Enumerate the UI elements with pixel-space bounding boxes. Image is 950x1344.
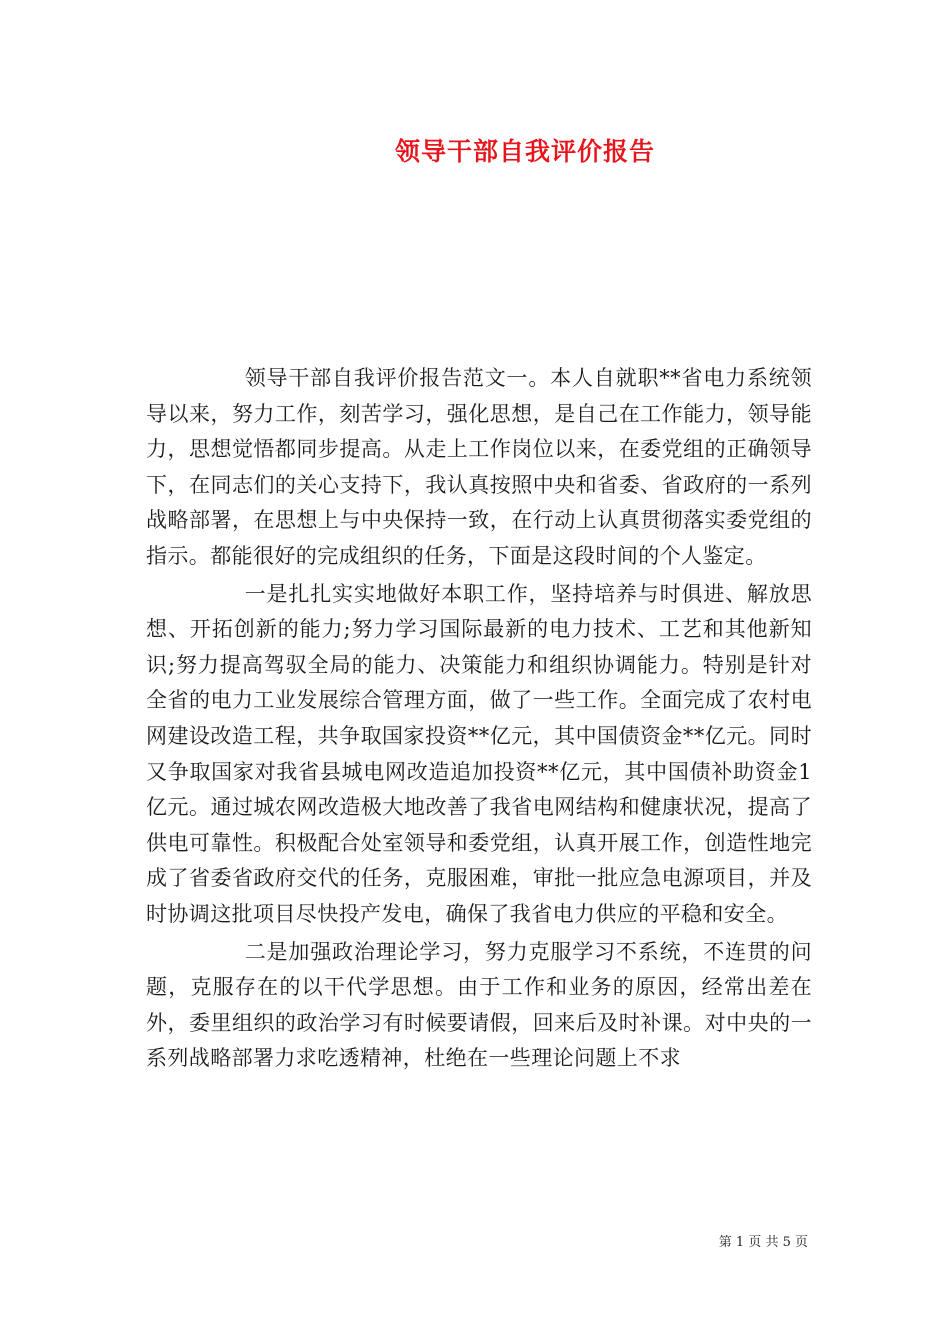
paragraph-3: 二是加强政治理论学习，努力克服学习不系统，不连贯的问题，克服存在的以干代学思想。由于工作和业务的原因，经常出差在外，委里组织的政治学习有时候要请假，回来后及时补课。对中央的一系列战略部署力求吃透精神，杜绝在一些理论问题上不求 bbox=[146, 939, 812, 1071]
document-body bbox=[146, 361, 812, 1079]
page-number-footer: 第 1 页 共 5 页 bbox=[718, 1235, 808, 1250]
paragraph-2: 一是扎扎实实地做好本职工作，坚持培养与时俱进、解放思想、开拓创新的能力;努力学习国际最新的电力技术、工艺和其他新知识;努力提高驾驭全局的能力、决策能力和组织协调能力。特别是针对全省的电力工业发展综合管理方面，做了一些工作。全面完成了农村电网建设改造工程，共争取国家投资**亿元，其中国债资金**亿元。同时又争取国家对我省县城电网改造追加投资**亿元，其中国债补助资金1亿元。通过城农网改造极大地改善了我省电网结构和健康状况，提高了供电可靠性。积极配合处室领导和委党组，认真开展工作，创造性地完成了省委省政府交代的任务，克服困难，审批一批应急电源项目，并及时协调这批项目尽快投产发电，确保了我省电力供应的平稳和安全。 bbox=[146, 581, 812, 926]
paragraph-1: 领导干部自我评价报告范文一。本人自就职**省电力系统领导以来，努力工作，刻苦学习，强化思想，是自己在工作能力，领导能力，思想觉悟都同步提高。从走上工作岗位以来，在委党组的正确领导下，在同志们的关心支持下，我认真按照中央和省委、省政府的一系列战略部署，在思想上与中央保持一致，在行动上认真贯彻落实委党组的指示。都能很好的完成组织的任务，下面是这段时间的个人鉴定。 bbox=[146, 366, 812, 568]
document-title: 领导干部自我评价报告 bbox=[394, 137, 655, 166]
